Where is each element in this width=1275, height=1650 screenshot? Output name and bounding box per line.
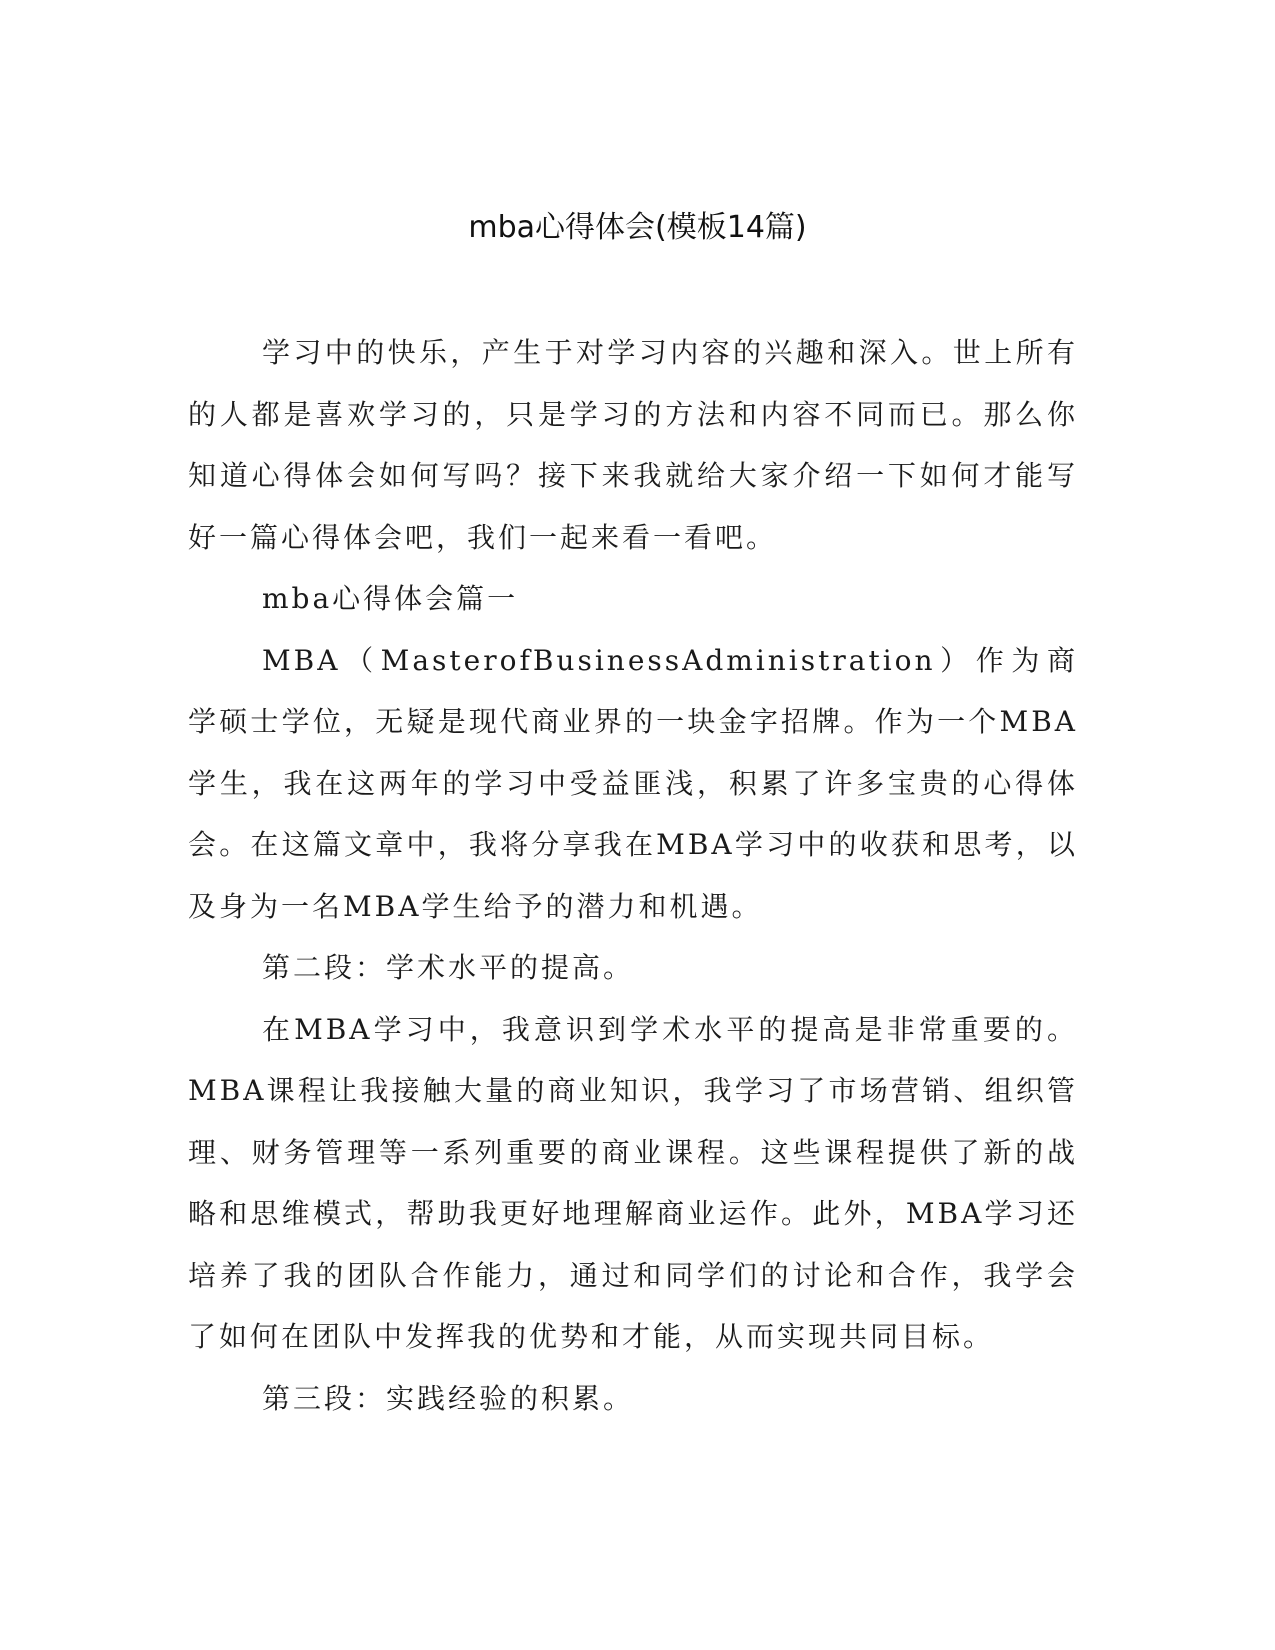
document-title: mba心得体会(模板14篇) [468, 210, 807, 245]
document-body [188, 322, 1078, 1429]
section-heading: 第二段：学术水平的提高。 [262, 951, 635, 984]
section-heading: 第三段：实践经验的积累。 [262, 1381, 635, 1415]
body-paragraph: MBA（MasterofBusinessAdministration）作为商学硕士学位，无疑是现代商业界的一块金字招牌。作为一个MBA学生，我在这两年的学习中受益匪浅，积累了许多宝贵的心得体会。在这篇文章中，我将分享我在MBA学习中的收获和思考，以及身为一名MBA学生给予的潜力和机遇。 [188, 643, 1078, 923]
intro-paragraph: 学习中的快乐，产生于对学习内容的兴趣和深入。世上所有的人都是喜欢学习的，只是学习的方法和内容不同而已。那么你知道心得体会如何写吗？接下来我就给大家介绍一下如何才能写好一篇心得体会吧，我们一起来看一看吧。 [188, 336, 1078, 554]
section-heading: mba心得体会篇一 [262, 582, 519, 615]
body-paragraph: 在MBA学习中，我意识到学术水平的提高是非常重要的。MBA课程让我接触大量的商业知识，我学习了市场营销、组织管理、财务管理等一系列重要的商业课程。这些课程提供了新的战略和思维模式，帮助我更好地理解商业运作。此外，MBA学习还培养了我的团队合作能力，通过和同学们的讨论和合作，我学会了如何在团队中发挥我的优势和才能，从而实现共同目标。 [188, 1012, 1078, 1353]
